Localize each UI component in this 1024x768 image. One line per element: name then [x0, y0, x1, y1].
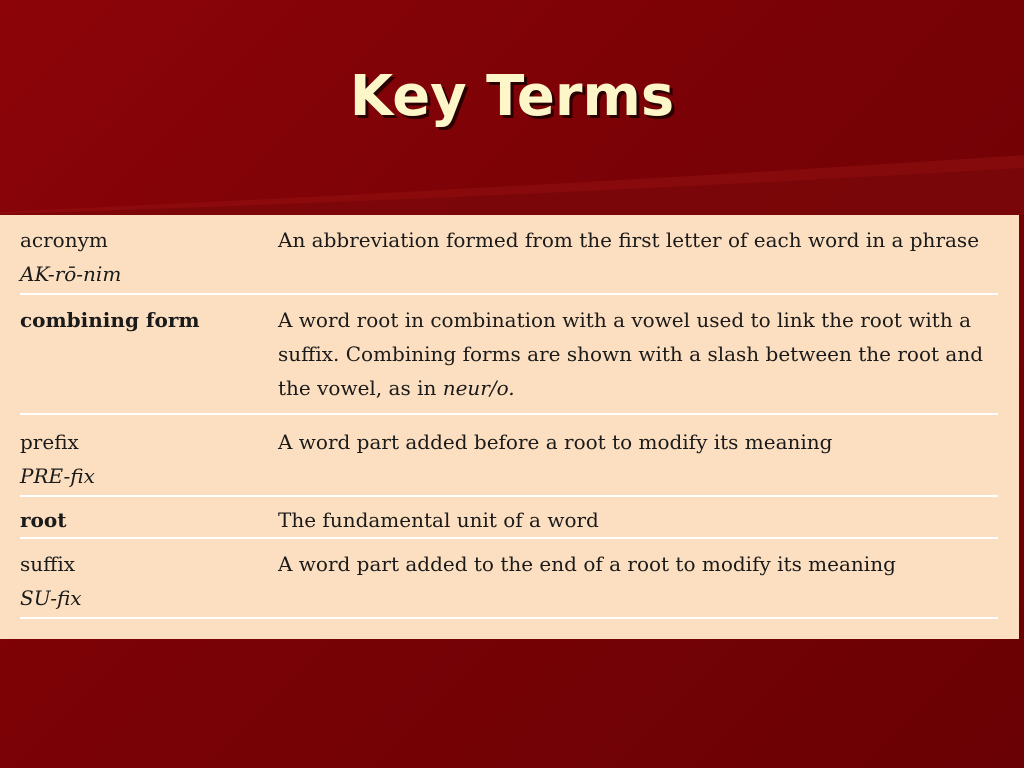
term-cell: [20, 496, 278, 538]
term-definition: A word part added to the end of a root to modify its meaning: [278, 552, 896, 576]
term-pronunciation: PRE-fix: [20, 464, 95, 488]
slide-title: Key Terms: [349, 64, 675, 129]
term-row-acronym: [20, 223, 998, 294]
term-row-root: [20, 496, 998, 538]
term-cell: [20, 223, 278, 294]
term-word: root: [20, 508, 67, 532]
definition-cell: [278, 538, 998, 618]
term-definition: A word part added before a root to modify its meaning: [278, 430, 833, 454]
key-terms-table: [20, 223, 998, 619]
term-word: suffix: [20, 552, 76, 576]
definition-cell: [278, 414, 998, 496]
definition-example: neur/o.: [442, 376, 515, 400]
term-pronunciation: AK-rō-nim: [20, 262, 122, 286]
term-cell: [20, 414, 278, 496]
term-definition: The fundamental unit of a word: [278, 508, 599, 532]
term-cell: [20, 294, 278, 414]
term-word: prefix: [20, 430, 79, 454]
definition-cell: [278, 223, 998, 294]
term-word: combining form: [20, 308, 200, 332]
key-terms-panel: [0, 215, 1019, 639]
term-definition: A word root in combination with a vowel used to link the root with a suffix. Combining forms are shown with a slash between the root and the vowel, as in: [278, 308, 983, 400]
definition-cell: [278, 294, 998, 414]
term-word: acronym: [20, 228, 108, 252]
term-row-prefix: [20, 414, 998, 496]
term-definition: An abbreviation formed from the first letter of each word in a phrase: [278, 228, 980, 252]
term-row-combining-form: [20, 294, 998, 414]
term-pronunciation: SU-fix: [20, 586, 82, 610]
definition-cell: [278, 496, 998, 538]
term-cell: [20, 538, 278, 618]
term-row-suffix: [20, 538, 998, 618]
